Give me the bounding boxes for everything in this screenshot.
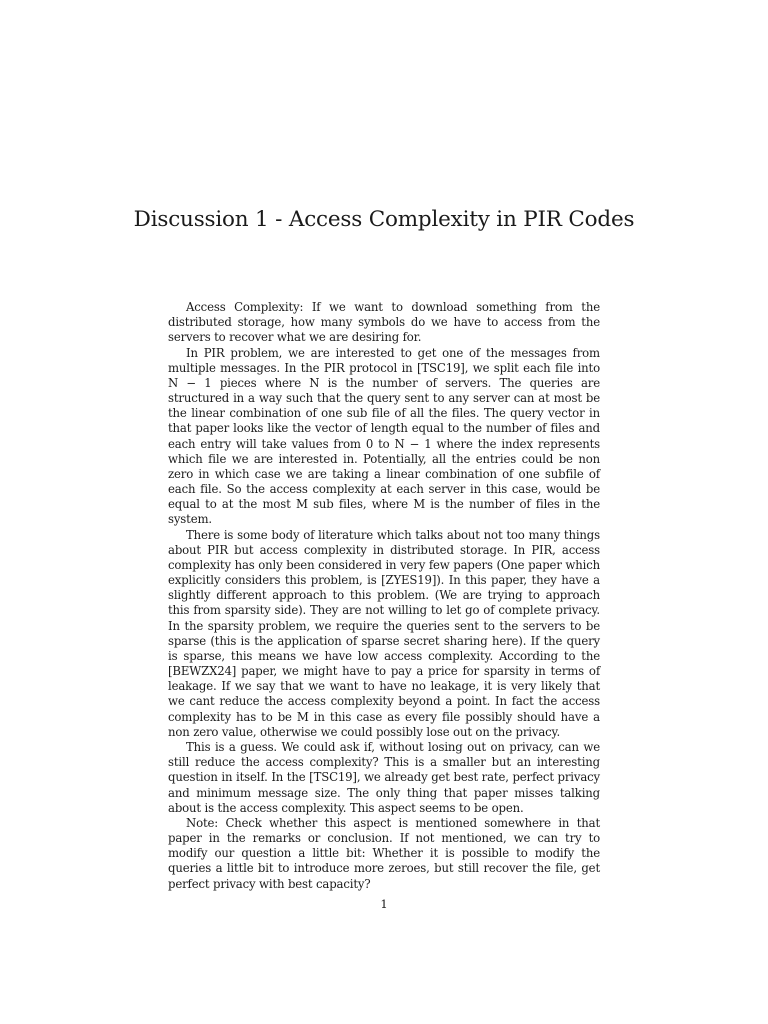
paragraph-guess: This is a guess. We could ask if, without losing out on privacy, can we still reduce the access complexity? This is a smaller but an interesting question in itself. In the [TSC19], we already get best rate, perfect privacy and minimum message size. The only thing that paper misses talking about is the access complexity. This aspect seems to be open. xyxy=(168,739,600,815)
paragraph-literature: There is some body of literature which talks about not too many things about PIR but access complexity in distributed storage. In PIR, access complexity has only been considered in very few papers (One paper which explicitly considers this problem, is [ZYES19]). In this paper, they have a slightly different approach to this problem. (We are trying to approach this from sparsity side). They are not willing to let go of complete privacy. In the sparsity problem, we require the queries sent to the servers to be sparse (this is the application of sparse secret sharing here). If the query is sparse, this means we have low access complexity. According to the [BEWZX24] paper, we might have to pay a price for sparsity in terms of leakage. If we say that we want to have no leakage, it is very likely that we cant reduce the access complexity beyond a point. In fact the access complexity has to be M in this case as every file possibly should have a non zero value, otherwise we could possibly lose out on the privacy. xyxy=(168,527,600,739)
paragraph-access-complexity: Access Complexity: If we want to download something from the distributed storage, how many symbols do we have to access from the servers to recover what we are desiring for. xyxy=(168,300,600,345)
document-title: Discussion 1 - Access Complexity in PIR Codes xyxy=(133,207,635,232)
paragraph-note: Note: Check whether this aspect is mentioned somewhere in that paper in the remarks or conclusion. If not mentioned, we can try to modify our question a little bit: Whether it is possible to modify the queries a little bit to introduce more zeroes, but still recover the file, get perfect privacy with best capacity? xyxy=(168,815,600,891)
paragraph-pir-problem: In PIR problem, we are interested to get one of the messages from multiple messages. In the PIR protocol in [TSC19], we split each file into N − 1 pieces where N is the number of servers. The queries are structured in a way such that the query sent to any server can at most be the linear combination of one sub file of all the files. The query vector in that paper looks like the vector of length equal to the number of files and each entry will take values from 0 to N − 1 where the index represents which file we are interested in. Potentially, all the entries could be non zero in which case we are taking a linear combination of one subfile of each file. So the access complexity at each server in this case, would be equal to at the most M sub files, where M is the number of files in the system. xyxy=(168,345,600,527)
document-body xyxy=(168,300,600,892)
page-number: 1 xyxy=(380,897,388,911)
